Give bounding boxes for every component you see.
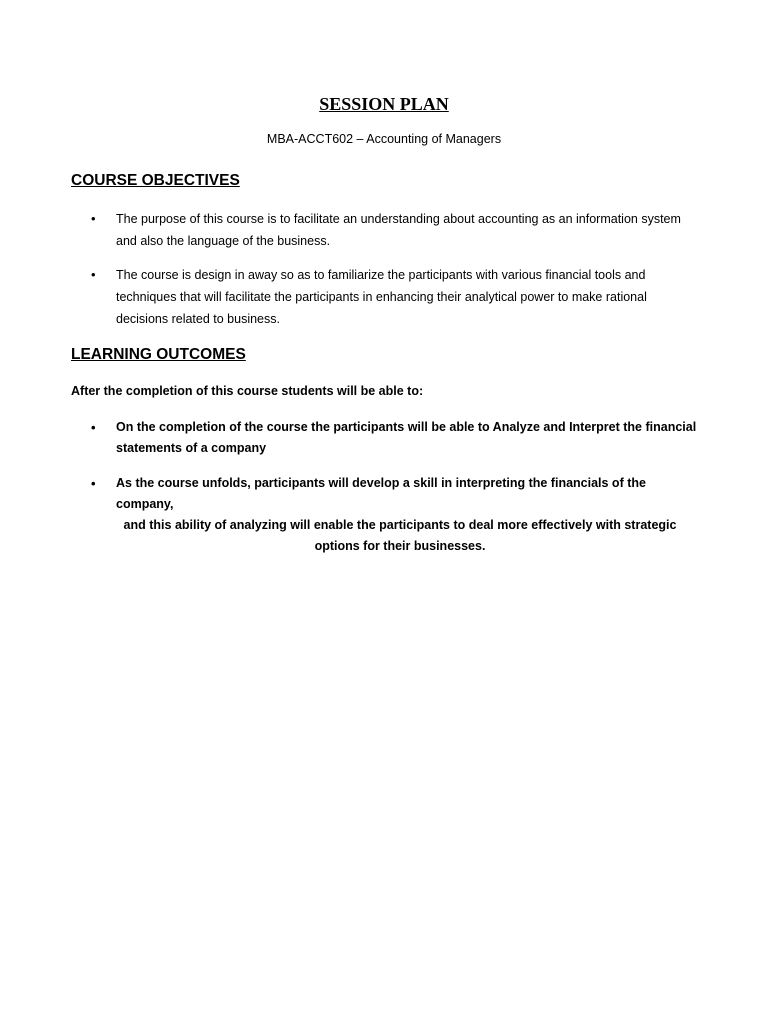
list-item [0,264,768,330]
outcome-text: On the completion of the course the participants will be able to Analyze and Interpret the financial statements of a company [116,420,697,455]
bullet-icon: • [91,476,96,491]
list-item [0,417,768,459]
objective-text: The purpose of this course is to facilitate an understanding about accounting as an information system and also the language of the business. [116,212,681,248]
page-title: SESSION PLAN [319,94,449,114]
outcome-text-line: As the course unfolds, participants will develop a skill in interpreting the financials of the company, [116,476,646,511]
list-item [0,208,768,252]
learning-outcomes-list [0,417,768,557]
objective-text: The course is design in away so as to familiarize the participants with various financial tools and techniques that will facilitate the participants in enhancing their analytical power to make rational decisions related to business. [116,268,647,326]
bullet-icon: • [91,211,96,226]
course-objectives-list [0,208,768,330]
list-item [0,473,768,557]
bullet-icon: • [91,420,96,435]
outcomes-intro: After the completion of this course students will be able to: [71,384,424,398]
outcome-text-line: options for their businesses. [314,539,486,553]
course-code-subtitle: MBA-ACCT602 – Accounting of Managers [266,132,502,146]
learning-outcomes-heading: LEARNING OUTCOMES [71,346,246,363]
outcome-text-line: and this ability of analyzing will enable the participants to deal more effectively with strategic [123,518,677,532]
bullet-icon: • [91,267,96,282]
course-objectives-heading: COURSE OBJECTIVES [71,172,240,189]
